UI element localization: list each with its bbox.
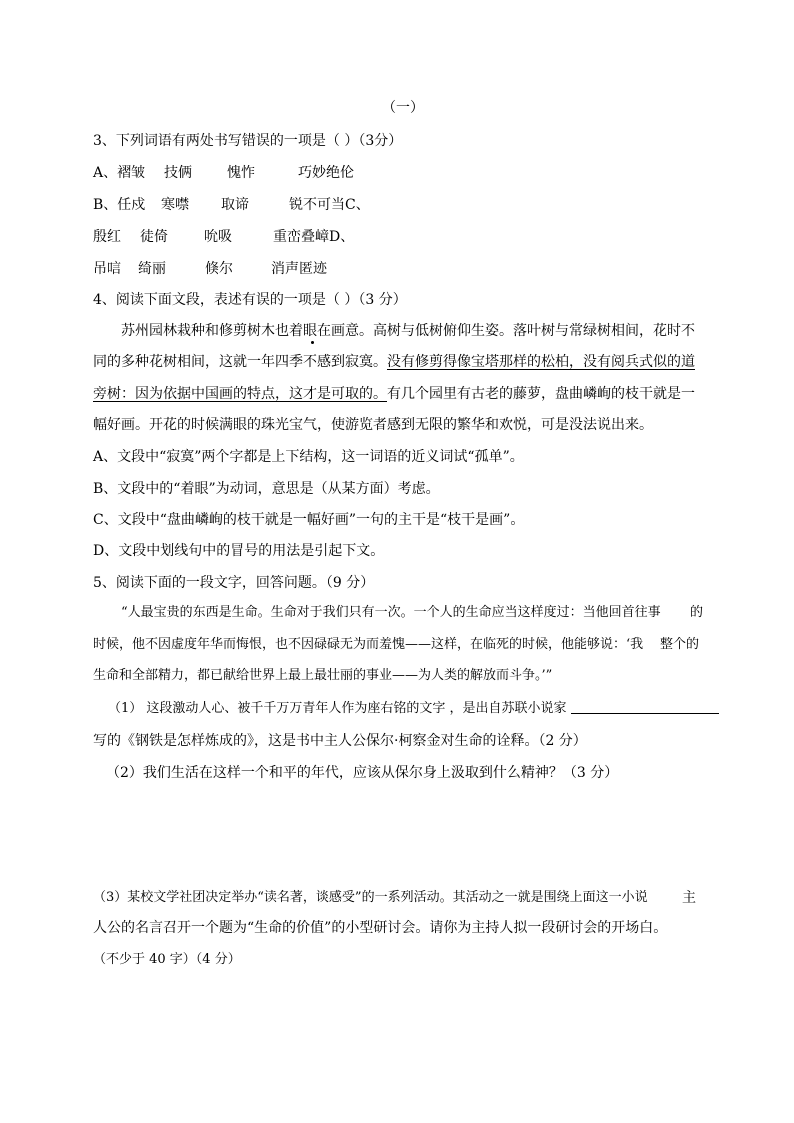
q5-sub3-line-3: （不少于 40 字）（4 分） [93, 952, 241, 967]
q3-d-word-4: 消声匿迹 [271, 261, 327, 277]
q4-stem: 4、阅读下面文段，表述有误的一项是（ ）（3 分） [93, 292, 407, 308]
q4-option-d: D、文段中划线句中的冒号的用法是引起下文。 [93, 543, 385, 559]
q5-sub1-text: （1） 这段激动人心、被千千万万青年人作为座右铭的文字 ，是出自苏联小说家 [108, 701, 567, 716]
q5-quote-line-1-tail: 的 [690, 605, 704, 620]
q4-passage-line-2 [93, 352, 695, 372]
q3-a-word-3: 愧怍 [227, 165, 255, 181]
q4-passage-line-4: 幅好画。开花的时候满眼的珠光宝气，使游览者感到无限的繁华和欢悦，可是没法说出来。 [93, 417, 653, 433]
q4-passage-line-2-plain: 同的多种花树相间，这就一年四季不感到寂寞。 [93, 354, 387, 370]
q3-d-word-1: 吊唁 [93, 261, 121, 277]
q4-passage-line-3-plain: 有几个园里有古老的藤萝，盘曲嶙峋的枝干就是一 [387, 386, 695, 402]
q5-sub3-line-2: 人公的名言召开一个题为“生命的价值”的小型研讨会。请你为主持人拟一段研讨会的开场白。 [93, 920, 668, 936]
q4-option-a: A、文段中“寂寞”两个字都是上下结构，这一词语的近义词试“孤单”。 [93, 449, 524, 465]
q3-c-word-4: 重峦叠嶂D、 [273, 229, 355, 245]
q4-passage-line-1: 苏州园林栽种和修剪树木也着眼在画意。高树与低树俯仰生姿。落叶树与常绿树相间，花时不 [121, 323, 695, 339]
q4-passage-line-2-underlined: 没有修剪得像宝塔那样的松柏，没有阅兵式似的道 [387, 354, 695, 370]
q3-c-word-1: 殷红 [93, 229, 121, 245]
q3-stem: 3、下列词语有两处书写错误的一项是（ ）（3分） [93, 133, 403, 149]
q3-b-word-1: B、任戍 [93, 197, 146, 213]
q3-c-word-3: 吮吸 [204, 229, 232, 245]
q3-a-word-4: 巧妙绝伦 [298, 165, 354, 181]
q3-a-word-1: A、褶皱 [93, 165, 146, 181]
q5-quote-line-2-tail: 整个的 [660, 637, 700, 652]
q4-passage-line-3 [93, 384, 695, 404]
q5-quote-line-1: “人最宝贵的东西是生命。生命对于我们只有一次。一个人的生命应当这样度过：当他回首往事 [121, 605, 661, 620]
q4-passage-line-3-underlined: 旁树：因为依据中国画的特点，这才是可取的。 [93, 386, 387, 402]
q5-sub2: （2）我们生活在这样一个和平的年代，应该从保尔身上汲取到什么精神？（3 分） [106, 765, 619, 781]
q3-b-word-3: 取谛 [221, 197, 249, 213]
q5-stem: 5、阅读下面的一段文字，回答问题。（9 分） [93, 575, 375, 591]
q5-quote-line-2: 时候，他不因虚度年华而悔恨，也不因碌碌无为而羞愧——这样，在临死的时候，他能够说：‘我 [93, 637, 644, 652]
q3-b-word-2: 寒噤 [161, 197, 189, 213]
q5-sub3-line-1: （3）某校文学社团决定举办“读名著，谈感受”的一系列活动。其活动之一就是围绕上面这一小说 [93, 890, 648, 905]
q3-d-word-3: 倏尔 [205, 261, 233, 277]
q5-sub3-line-1-tail: 主 [682, 890, 696, 906]
q4-option-c: C、文段中“盘曲嶙峋的枝干就是一幅好画”一句的主干是“枝干是画”。 [93, 512, 525, 528]
section-heading: （一） [382, 100, 424, 116]
q3-a-word-2: 技俩 [164, 165, 192, 181]
emphasis-dot [311, 341, 314, 344]
answer-blank-novelist[interactable] [571, 699, 719, 714]
q3-c-word-2: 徒倚 [140, 229, 168, 245]
q5-sub1-line-2: 写的《钢铁是怎样炼成的》，这是书中主人公保尔·柯察金对生命的诠释。（2 分） [93, 733, 587, 749]
q5-sub1-line-1 [108, 699, 719, 719]
q5-quote-line-3: 生命和全部精力，都已献给世界上最上最壮丽的事业——为人类的解放而斗争。’” [93, 668, 553, 683]
q3-b-word-4: 锐不可当C、 [289, 197, 370, 213]
q4-option-b: B、文段中的“着眼”为动词，意思是（从某方面）考虑。 [93, 481, 440, 497]
q3-d-word-2: 绮丽 [138, 261, 166, 277]
